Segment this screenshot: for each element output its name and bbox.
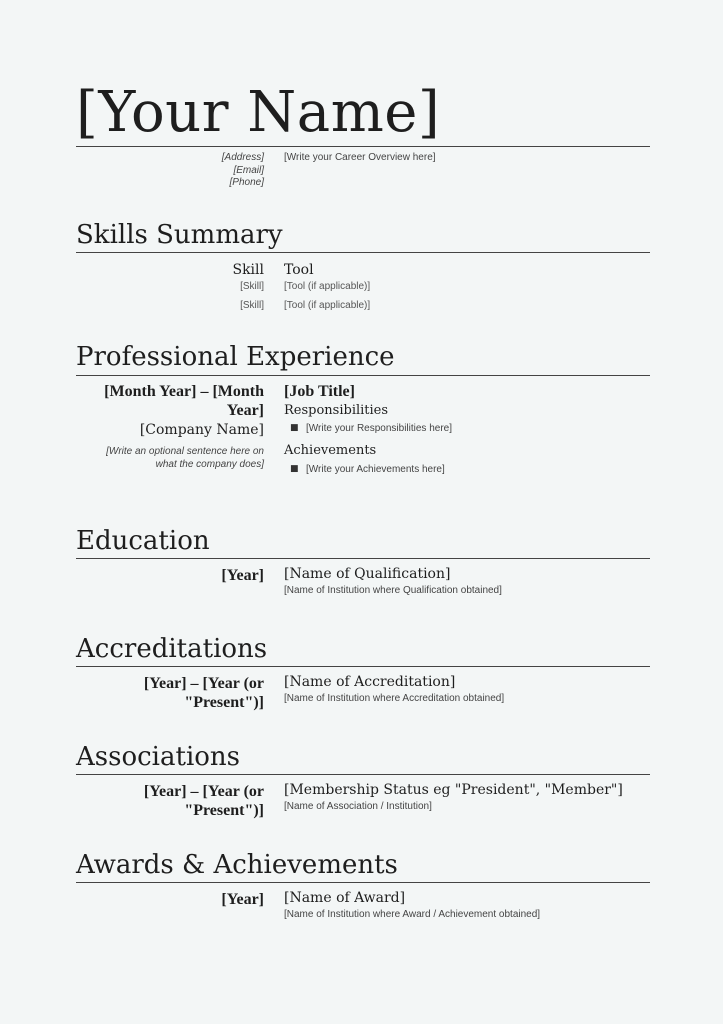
tool-column-header: Tool [284,262,314,278]
association-dates-line: "Present")] [184,802,264,819]
company-name: [Company Name] [139,422,264,438]
email-text: [Email] [233,164,264,176]
accreditations-divider [76,666,650,667]
skill-cell: [Skill] [240,281,264,292]
skill-column-header: Skill [232,262,264,278]
achievements-item: [Write your Achievements here] [306,464,445,475]
associations-divider [76,774,650,775]
education-year: [Year] [221,567,264,584]
awards-divider [76,882,650,883]
qualification-institution: [Name of Institution where Qualification obtained] [284,585,502,596]
phone-text: [Phone] [229,177,264,188]
achievements-label: Achievements [284,443,377,458]
association-institution: [Name of Association / Institution] [284,801,432,812]
address-text: [Address] [221,152,264,163]
responsibilities-item: [Write your Responsibilities here] [306,423,452,434]
association-dates [84,782,264,820]
accreditations-heading: Accreditations [76,634,268,664]
award-institution: [Name of Institution where Award / Achievement obtained] [284,909,541,920]
responsibilities-label: Responsibilities [284,403,389,418]
skills-heading: Skills Summary [76,220,283,250]
company-description [84,445,264,471]
company-description-line: [Write an optional sentence here on [106,446,264,457]
bullet-icon: ■ [290,423,299,433]
education-heading: Education [76,526,210,556]
association-dates-line: [Year] – [Year (or [143,783,264,800]
tool-cell: [Tool (if applicable)] [284,281,371,292]
accreditation-dates-line: [Year] – [Year (or [143,675,264,692]
job-title: [Job Title] [284,383,355,400]
accreditation-name: [Name of Accreditation] [284,674,456,690]
membership-status: [Membership Status eg "President", "Member"] [284,782,623,798]
experience-dates-line: Year] [226,402,264,419]
name-divider [76,146,650,147]
name-heading: [Your Name] [76,80,441,145]
experience-heading: Professional Experience [76,342,395,372]
experience-divider [76,375,650,376]
qualification-name: [Name of Qualification] [284,566,451,582]
contact-block [150,152,264,190]
experience-dates-line: [Month Year] – [Month [104,383,264,400]
award-year: [Year] [221,891,264,908]
accreditation-dates [84,674,264,712]
career-overview: [Write your Career Overview here] [284,152,436,163]
experience-dates [84,382,264,420]
bullet-icon: ■ [290,464,299,474]
awards-heading: Awards & Achievements [76,850,398,880]
company-description-line: what the company does] [155,459,264,470]
education-divider [76,558,650,559]
skills-divider [76,252,650,253]
accreditation-dates-line: "Present")] [184,694,264,711]
skill-cell: [Skill] [240,300,264,311]
associations-heading: Associations [76,742,240,772]
award-name: [Name of Award] [284,890,406,906]
accreditation-institution: [Name of Institution where Accreditation obtained] [284,693,505,704]
tool-cell: [Tool (if applicable)] [284,300,371,311]
